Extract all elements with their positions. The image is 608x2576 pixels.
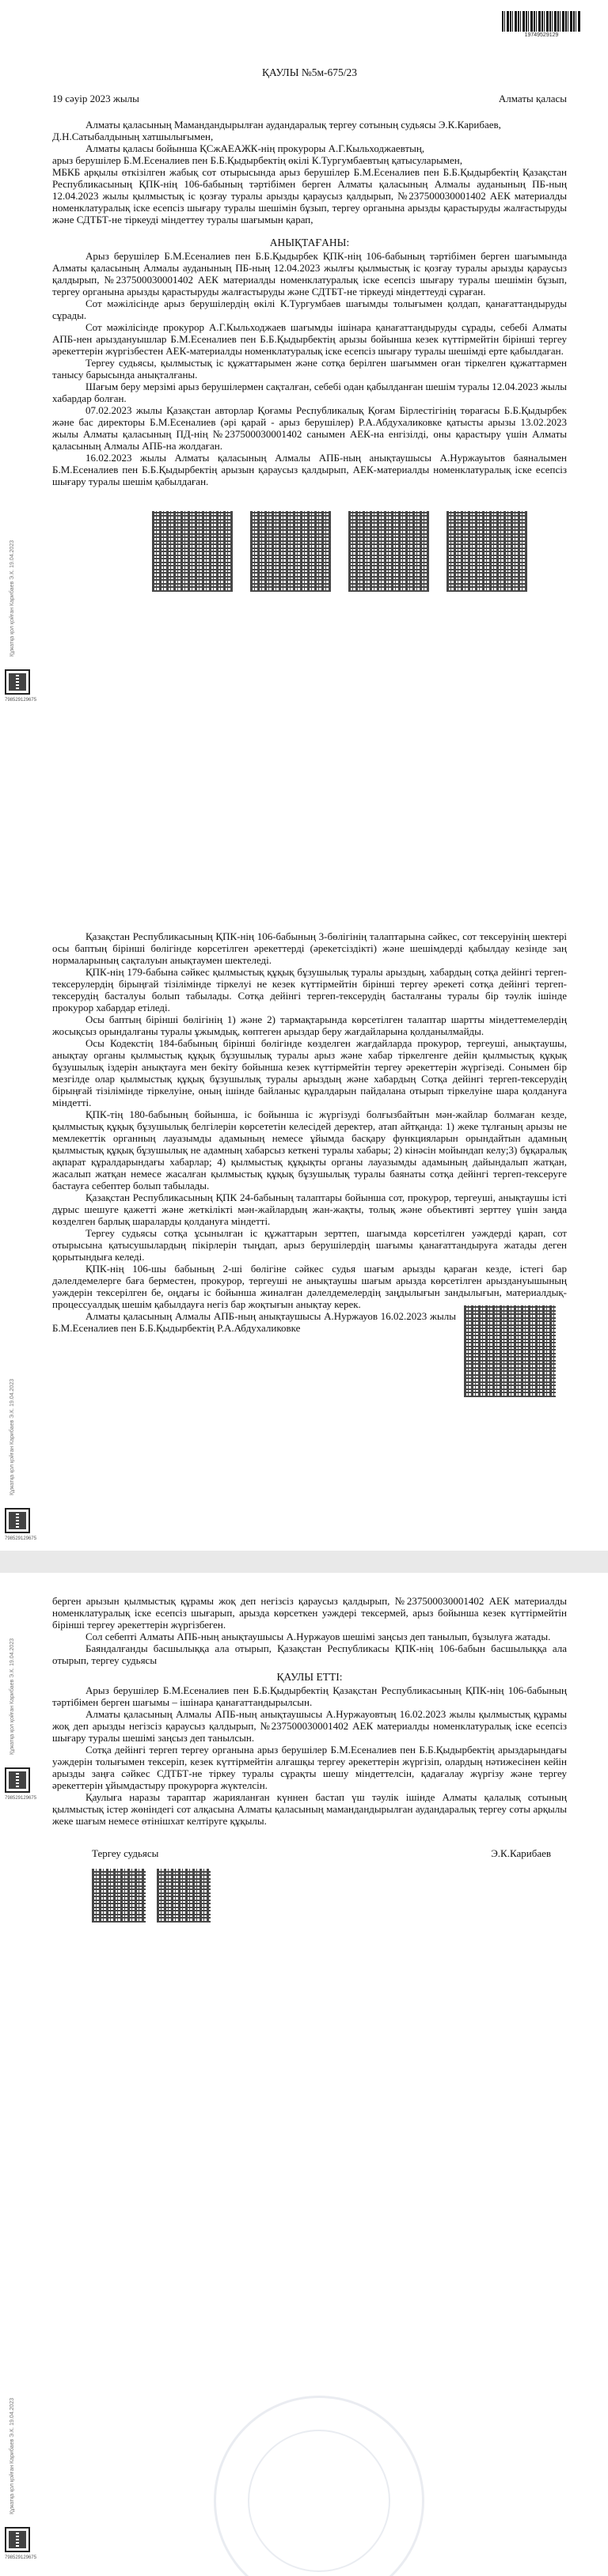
legal-paragraph: Осы баптың бірінші бөлігінің 1) және 2) тармақтарында көрсетілген талаптар шартты міндеттемелердің жосықсыз орындалғаны туралы ұжымдық, көптеген арыздар беру жағдайларына қолданылмайды.: [52, 1013, 567, 1037]
stamp-code: 798529129675: [5, 2555, 37, 2560]
resolution-paragraph: Сотқа дейінгі тергеп тергеу органына арыз берушілер Б.М.Есеналиев пен Б.Б.Қыдырбектің арыздарындағы уәждерін толығымен тексеріп, кезек күттірмейтін алғашқы тергеу әрекеттерін жүргізіп, олардың нәтижесінен кейін арызды заңға сәйкес СДТБТ-не тіркеу туралы сұрақты шешу міндеттелсін, қадағалау жүргізу және тергеу әрекеттерін ұйымдастыру прокурорға жүктелсін.: [52, 1744, 567, 1791]
findings-paragraph: Тергеу судьясы, қылмыстық іс құжаттарымен және сотқа берілген шағыммен оған тіркелген құжаттармен танысу барысында анықталғаны.: [52, 357, 567, 381]
signature-stamp-text: Құжатқа қол қойған Карибаев Э.К. 19.04.2023: [10, 1378, 15, 1495]
legal-paragraph: Алматы қаласының Алмалы АПБ-ның анықтаушысы А.Нуржауов 16.02.2023 жылы Б.М.Есеналиев пен Б.Б.Қыдырбектің Р.А.Абдухаликовке: [52, 1310, 456, 1334]
conclusion-paragraph: Сол себепті Алматы АПБ-ның анықтаушысы А.Нуржауов шешімі заңсыз деп танылып, бұзылуға жатады.: [86, 1631, 551, 1642]
qr-code-row: [152, 511, 567, 592]
signature-stamp-text: Құжатқа қол қойған Карибаев Э.К. 19.04.2023: [10, 540, 15, 657]
legal-paragraph: ҚПК-тің 180-бабының бойынша, іс бойынша іс жүргізуді болғызбайтын мән-жайлар болмаған кезде, қылмыстық құқық бұзушылық белгілерін көрсететін келесідей деректер, атап айтқанда: 1) жеке тұлғаның арызы не мемлекеттік органның лауазымды адамының немесе ұйымда басқару функцияларын орындайтын адамның қылмыстық құқық бұзушылық не адамның хабарсыз кеткені туралы хабары; 2) кінәсін мойындап келу;3) бұқаралық ақпарат құралдарындағы хабарлар; 4) қылмыстық құқықты органы лауазымды адамының дайындалып жатқан, жасалып жатқан немесе жасалған қылмыстық құқық бұзушылық туралы баянаты сотқа дейінгі тергеп-тексеруге бастауға себептер болып табылады.: [52, 1108, 567, 1191]
stamp-code: 798529129675: [5, 698, 37, 703]
legal-paragraph: ҚПК-нің 106-шы бабының 2-ші бөлігіне сәйкес судья шағым арызды қараған кезде, істегі бар дәлелдемелерге баға берместен, прокурор, тергеуші не анықтаушы шағым арызда көрсетілген арыздануышының уәждерін тексерілген бе, оңдағы іс бойынша жиналған дәлелдемелердің заңдылығын зандылығын, материалдық-процессуалдық шешім қабылдауға негіз бар жоқтығын анықтау керек.: [52, 1263, 567, 1310]
barcode-number: 19749529129: [524, 32, 559, 38]
document-title: ҚАУЛЫ №5м-675/23: [261, 66, 358, 78]
qr-code-icon: [92, 1869, 146, 1923]
resolution-paragraph: Қаулыға наразы тараптар жарияланған күннен бастап үш тәулік ішінде Алматы қалалық сотының қылмыстық істер жөніндегі сот алқасына Алматы қаласының мамандандырылған аудандаралық тергеу соты арқылы жеке шағым немесе өтінішхат келтіруге құқылы.: [52, 1791, 567, 1827]
qr-code-icon: [464, 1305, 556, 1397]
qr-code-icon: [157, 1869, 211, 1923]
legal-paragraph: Тергеу судьясы сотқа ұсынылған іс құжаттарын зерттеп, шағымда көрсетілген уәждерді қарап, сот отырысына қатысушылардың пікірлерін тыңдап, арыз берушілердің шағымы қанағаттандыруға жатады деген қорытындыға келеді.: [52, 1227, 567, 1263]
section-heading-findings: АНЫҚТАҒАНЫ:: [269, 237, 350, 248]
intro-paragraph: Д.Н.Сатыбалдының хатшылығымен,: [52, 131, 214, 142]
barcode-icon: [502, 11, 581, 32]
section-heading-resolution: ҚАУЛЫ ЕТТІ:: [276, 1671, 343, 1683]
legal-paragraph: Қазақстан Республикасының ҚПК-нің 106-бабының 3-бөлігінің талаптарына сәйкес, сот тексеруінің шектері осы баптың бірінші бөлігінде көрсетілген әрекеттерді (әрекетсіздікті) және шешімдерді қабылдау кезінде заң нормаларының сақталуын анықтаумен шектеледі.: [52, 930, 567, 966]
stamp-code: 798529129675: [5, 1536, 37, 1541]
intro-paragraph: МБКБ арқылы өткізілген жабық сот отырысында арыз берушілер Б.М.Есеналиев пен Б.Б.Қыдырбектің Қазақстан Республикасының ҚПК-нің 106-бабының тәртібімен берген Алматы қаласының Алмалы ауданының ПБ-ның 12.04.2023 жылы қылмыстық іс қозғау туралы арызды қараусыз қалдырып, №237500030001402 АЕК материалды номенклатуралық іске есепсіз шығару туралы шешімін бұзып, тергеу органына арызды қарастыруды жалғастыруды және СДТБТ-не тіркеуді міндеттеу туралы шағымын қарап,: [52, 166, 567, 225]
qr-code-icon: [5, 2527, 30, 2552]
conclusion-paragraph: Баяндалғанды басшылыққа ала отырып, Қазақстан Республикасы ҚПК-нің 106-бабын басшылыққа ала отырып, тергеу судьясы: [52, 1642, 567, 1666]
legal-paragraph: ҚПК-нің 179-бабына сәйкес қылмыстық құқық бұзушылық туралы арыздың, хабардың сотқа дейінгі тергеп-тексерулердің бірыңғай тізілімінде тіркелуі не кезек күттірмейтін бірінші тергеу әрекеті сотқа дейінгі тергеп-тексерудің басталуы болып табылады. Сотқа дейінгі тергеп-тексерудің басталғаны туралы бір тәулік ішінде прокурор хабардар етіледі.: [52, 966, 567, 1013]
document-city: Алматы қаласы: [498, 93, 567, 104]
document-body-page-2: [52, 1595, 567, 1923]
signer-role: Тергеу судьясы: [92, 1847, 159, 1859]
document-date: 19 сәуір 2023 жылы: [52, 93, 139, 104]
intro-paragraph: Алматы қаласының Мамандандырылған аудандаралық тергеу сотының судьясы Э.К.Карибаев,: [86, 119, 501, 131]
signature-qr-row: [92, 1869, 567, 1923]
resolution-paragraph: Алматы қаласының Алмалы АПБ-ның анықтаушысы А.Нуржауовтың 16.02.2023 жылы қылмыстық құрамы жоқ деп арызды негізсіз қараусыз қалдырып, №237500030001402 АЕК материалды номенклатуралық іске есепсіз шығару туралы шешімі заңсыз деп танылсын.: [52, 1708, 567, 1744]
findings-paragraph: 07.02.2023 жылы Қазақстан авторлар Қоғамы Республикалық Қоғам Бірлестігінің төрағасы Б.Б.Қыдырбек және бас директоры Б.М.Есеналиев (әрі қарай - арыз берушілер) Р.А.Абдухаликовке қатысты арызы 13.02.2023 жылы Алматы қаласының ПД-нің №237500030001402 санымен АЕК-на енгізілді, оны қарастыру үшін Алматы қаласының Алмалы АПБ-на жолдаған.: [52, 404, 567, 452]
findings-paragraph: Сот мәжілісінде арыз берушілердің өкілі К.Тургумбаев шағымды толығымен қолдап, қанағаттандыруды сұрады.: [52, 297, 567, 321]
signature-stamp: [5, 1604, 37, 1810]
qr-code-icon: [152, 511, 233, 592]
document-body: [52, 66, 567, 592]
stamp-code: 798529129675: [5, 1796, 37, 1801]
last-paragraph-wrap: [52, 1310, 567, 1334]
signature-row: [92, 1847, 551, 1859]
legal-paragraph: Қазақстан Республикасының ҚПК 24-бабының талаптары бойынша сот, прокурор, тергеуші, анықтаушы істі дұрыс шешуге қажетті және жеткілікті мән-жайлардың жан-жақты, толық және объективті зерттеу үшін заңда көзделген барлық шараларды қолдануға міндетті.: [52, 1191, 567, 1227]
findings-paragraph: 16.02.2023 жылы Алматы қаласының Алмалы АПБ-ның анықтаушысы А.Нуржауытов баяналымен Б.М.Есеналиев пен Б.Б.Қыдырбектің арызын қараусыз қалдырып, АЕК-материалды номенклатуралық іске есепсіз шығару туралы шешім қабылдаған.: [52, 452, 567, 487]
signature-stamp: [5, 2364, 37, 2570]
qr-code-icon: [5, 1508, 30, 1533]
signature-stamp: [5, 506, 37, 712]
signature-stamp-text: Құжатқа қол қойған Карибаев Э.К. 19.04.2023: [10, 1638, 15, 1755]
findings-paragraph: Арыз берушілер Б.М.Есеналиев пен Б.Б.Қыдырбек ҚПК-нің 106-бабының тәртібімен берген шағымында Алматы қаласының Алмалы ауданының ПБ-ның 12.04.2023 жылғы қылмыстық іс қозғау туралы арызды қараусыз қалдырып, №237500030001402 АЕК материалды номенклатуралық іске есепсіз шығару туралы шешімін бұзып, тергеу органына арызды қарастыруды жалғастыруды және СДТБТ-не тіркеуді міндеттеуді сұраған.: [52, 250, 567, 297]
qr-code-icon: [446, 511, 527, 592]
document-body-continued: [52, 930, 567, 1334]
legal-paragraph: Осы Кодекстің 184-бабының бірінші бөлігінде көзделген жағдайларда прокурор, тергеуші, анықтаушы, анықтау органы қылмыстық құқық бұзушылық туралы арыз және хабар тіркелгенге дейін қылмыстық құқық бұзушылық іздерін анықтауға мен бекіту бойынша кезек күттірмейтін тергеу әрекеттерін жүргізеді. Сонымен бір мезгілде олар қылмыстық құқық бұзушылық туралы арыздың және хабардың Сотқа дейінгі тергеп-тексерудің бірыңғай тізілімінде тіркелуіне, оның ішінде байланыс құралдарын пайдалана отырып тіркелуіне шара қолдануға міндетті.: [52, 1037, 567, 1108]
signature-stamp: [5, 1345, 37, 1551]
signature-stamp-text: Құжатқа қол қойған Карибаев Э.К. 19.04.2023: [10, 2397, 15, 2514]
date-row: [52, 93, 567, 104]
intro-paragraph: арыз берушілер Б.М.Есеналиев пен Б.Б.Қыдырбектің өкілі К.Тургумбаевтың қатысуларымен,: [52, 154, 463, 166]
court-seal-watermark-icon: [214, 2396, 424, 2576]
findings-paragraph: Сот мәжілісінде прокурор А.Г.Кыльходжаев шағымды ішінара қанағаттандыруды сұрады, себебі Алматы АПБ-нен арыздануышлар Б.М.Есеналиев пен Б.Б.Қыдырбектің арызы бойынша кезек күттірмейтін бірінші тергеу әрекеттерін жүргізбестен АЕК-материалды номенклатуралық іске есепсіз шығару туралы шешімді ерте қабылдаған.: [52, 321, 567, 357]
resolution-paragraph: Арыз берушілер Б.М.Есеналиев пен Б.Б.Қыдырбектің Қазақстан Республикасының ҚПК-нің 106-бабының тәртібімен берген шағымы – ішінара қанағаттандырылсын.: [52, 1684, 567, 1708]
qr-code-icon: [348, 511, 429, 592]
conclusion-paragraph: берген арызын қылмыстық құрамы жоқ деп негізсіз қараусыз қалдырып, №237500030001402 АЕК материалды номенклатуралық іске есепсіз шығарып, арызда көрсеткен уәждері тексермей, арыз бойынша кезек күттірмейтін бірінші тергеу әрекеттерін жүргізбеген.: [52, 1595, 567, 1631]
qr-code-icon: [5, 1767, 30, 1793]
findings-paragraph: Шағым беру мерзімі арыз берушілермен сақталған, себебі одан қабылданған шешім туралы 12.04.2023 жылы хабардар болған.: [52, 381, 567, 404]
qr-code-icon: [250, 511, 331, 592]
document-page-2: [0, 1573, 608, 2576]
qr-code-icon: [5, 669, 30, 695]
intro-paragraph: Алматы қаласы бойынша ҚСжАЕАЖК-нің прокуроры А.Г.Кыльходжаевтың,: [86, 142, 425, 154]
signer-name: Э.К.Карибаев: [491, 1847, 551, 1859]
